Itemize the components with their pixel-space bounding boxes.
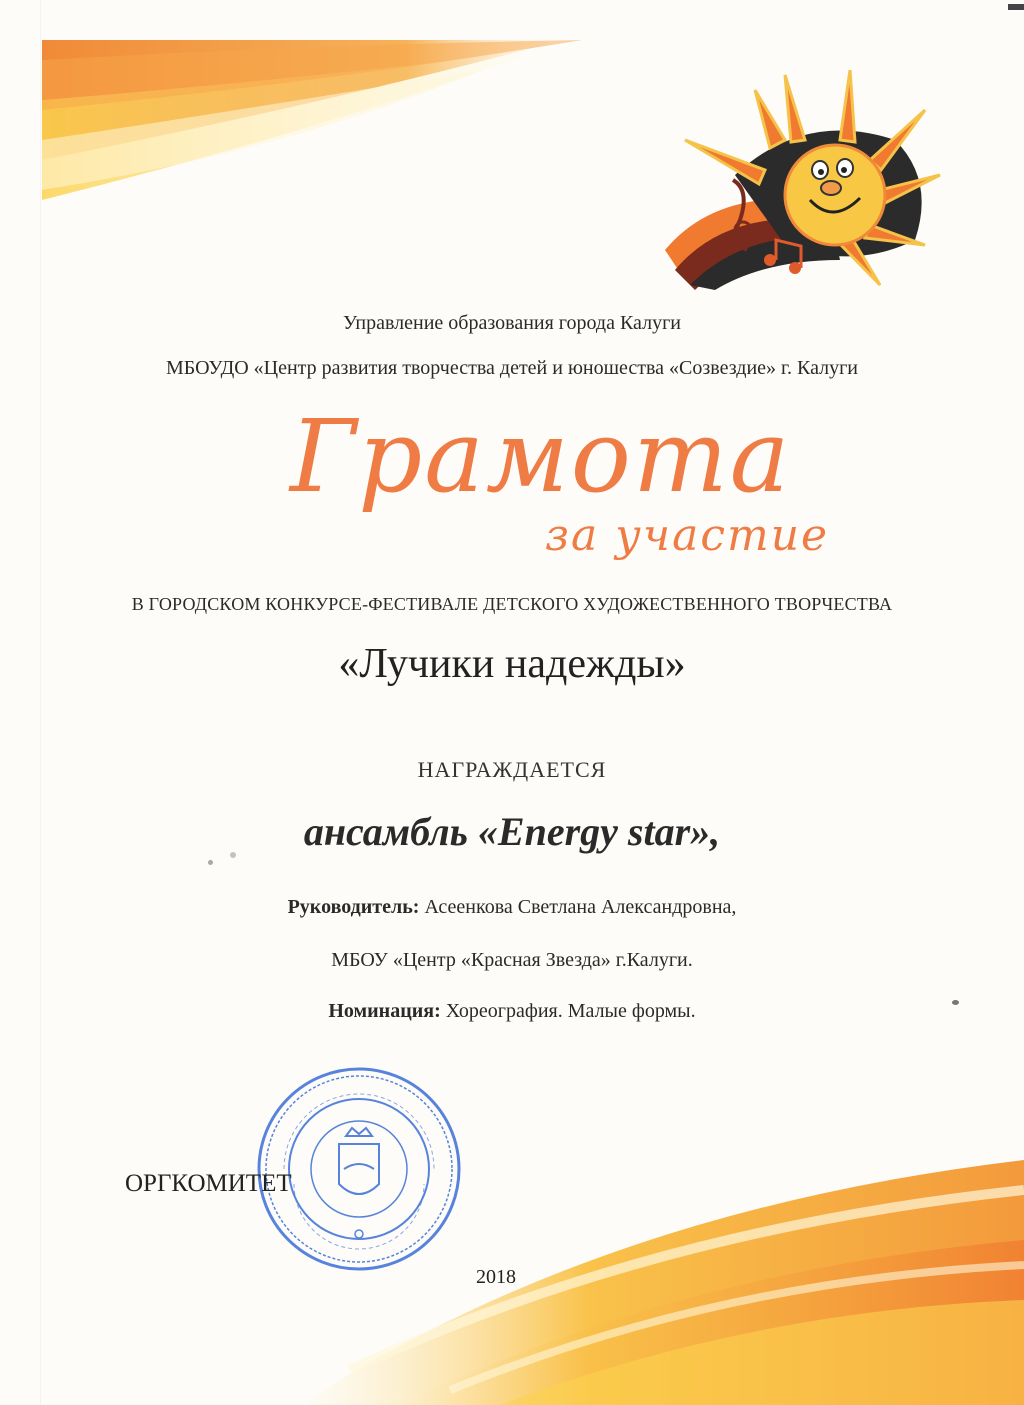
corner-mark (1000, 0, 1024, 14)
contest-line: В ГОРОДСКОМ КОНКУРСЕ-ФЕСТИВАЛЕ ДЕТСКОГО ХУДОЖЕСТВЕННОГО ТВОРЧЕСТВА (131, 594, 893, 614)
leader-name: Асеенкова Светлана Александровна, (419, 896, 737, 918)
speck (230, 852, 236, 858)
organization-line-1: Управление образования города Калуги (343, 312, 681, 334)
organizing-committee-label: ОРГКОМИТЕТ (125, 1170, 292, 1197)
year-label: 2018 (476, 1266, 516, 1288)
top-wave-decoration (42, 40, 582, 200)
recipient-name: ансамбль «Energy star», (303, 809, 721, 854)
nomination-line (0, 1000, 1024, 1023)
nomination-value: Хореография. Малые формы. (440, 1000, 696, 1022)
leader-label: Руководитель: (287, 896, 420, 918)
speck (208, 860, 213, 865)
nomination-label: Номинация: (328, 1000, 441, 1022)
certificate-title: Грамота (290, 398, 792, 515)
speck (952, 1000, 959, 1005)
school-line: МБОУ «Центр «Красная Звезда» г.Калуги. (331, 949, 693, 971)
awarded-label: НАГРАЖДАЕТСЯ (417, 757, 607, 782)
page-edge (40, 0, 41, 1405)
organization-line-2: МБОУДО «Центр развития творчества детей и юношества «Созвездие» г. Калуги (165, 357, 859, 379)
certificate-subtitle: за участие (545, 510, 830, 561)
leader-line (0, 896, 1024, 919)
contest-name: «Лучики надежды» (338, 641, 686, 687)
sun-logo-icon (655, 70, 945, 290)
official-stamp-icon (254, 1064, 464, 1274)
